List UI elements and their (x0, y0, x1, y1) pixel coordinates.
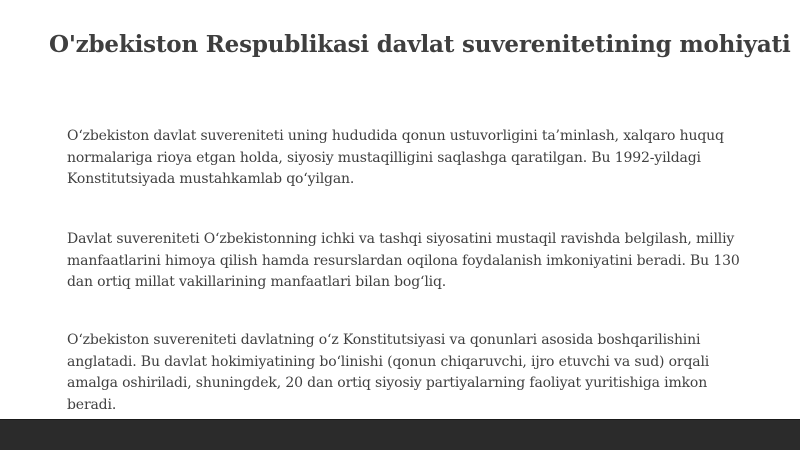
paragraph-2: Davlat suvereniteti O‘zbekistonning ichki va tashqi siyosatini mustaqil ravishda belgilash, milliy manfaatlarini himoya qilish hamda resurslardan oqilona foydalanish imkoniyatini beradi. Bu 130 dan ortiq millat vakillarining manfaatlari bilan bog‘liq. (67, 231, 740, 290)
slide-title: O'zbekiston Respublikasi davlat suverenitetining mohiyati (49, 31, 791, 58)
paragraph-1: O‘zbekiston davlat suvereniteti uning hududida qonun ustuvorligini ta’minlash, xalqaro huquq normalariga rioya etgan holda, siyosiy mustaqilligini saqlashga qaratilgan. Bu 1992-yildagi Konstitutsiyada mustahkamlab qo‘yilgan. (67, 128, 724, 187)
bottom-bar (0, 419, 800, 450)
paragraph-3: O‘zbekiston suvereniteti davlatning o‘z Konstitutsiyasi va qonunlari asosida boshqarilishini anglatadi. Bu davlat hokimiyatining bo‘linishi (qonun chiqaruvchi, ijro etuvchi va sud) orqali amalga oshiriladi, shuningdek, 20 dan ortiq siyosiy partiyalarning faoliyat yuritishiga imkon beradi. (67, 332, 710, 413)
